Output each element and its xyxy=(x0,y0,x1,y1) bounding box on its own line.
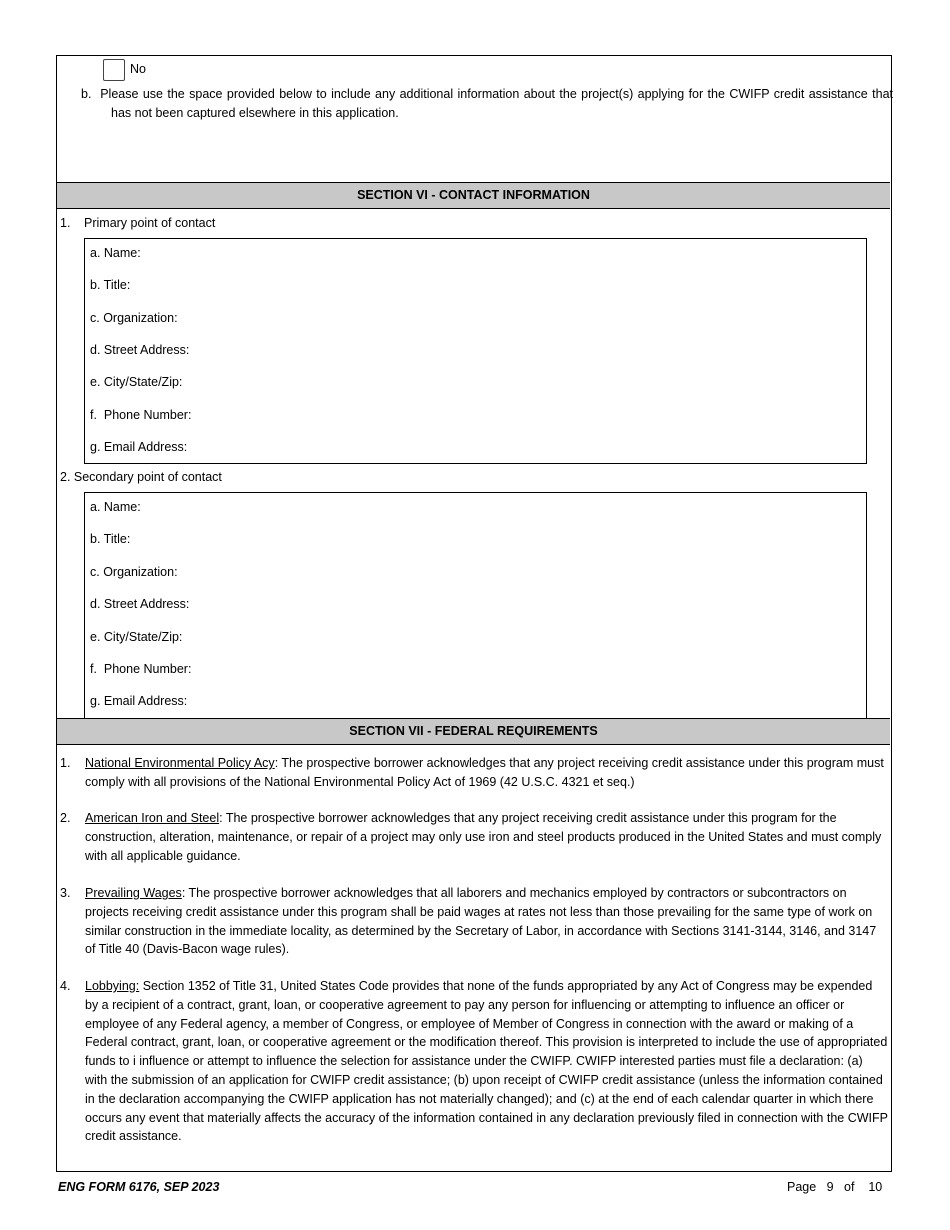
secondary-contact-box xyxy=(84,492,867,720)
section-vi-header: SECTION VI - CONTACT INFORMATION xyxy=(57,182,890,209)
primary-title-field[interactable]: b. Title: xyxy=(90,278,131,292)
primary-contact-box xyxy=(84,238,867,464)
fed-item-heading: National Environmental Policy Acy xyxy=(85,756,275,770)
primary-organization-field[interactable]: c. Organization: xyxy=(90,311,178,325)
secondary-city-field[interactable]: e. City/State/Zip: xyxy=(90,630,183,644)
fed-item-heading: Lobbying: xyxy=(85,979,140,993)
fed-item-text: Prevailing Wages: The prospective borrower acknowledges that all laborers and mechanics employed by contractors or subcontractors on projects receiving credit assistance under this program shall be paid wages at rates not less than those prevailing for the same type of work on similar construction in the immediate locality, as determined by the Secretary of Labor, in accordance with Sections 3141-3144, 3146, and 3147 of Title 40 (Davis-Bacon wage rules). xyxy=(85,886,877,957)
secondary-email-field[interactable]: g. Email Address: xyxy=(90,694,188,708)
page-number: 9 xyxy=(826,1180,834,1194)
fed-item-heading: American Iron and Steel xyxy=(85,811,220,825)
additional-info-instruction xyxy=(81,85,893,123)
fed-item-text: Lobbying: Section 1352 of Title 31, United States Code provides that none of the funds appropriated by any Act of Congress may be expended by a recipient of a contract, grant, loan, or cooperative agreement to pay any person for influencing or attempting to influence an officer or employee of any Federal agency, a member of Congress, or employee of Member of Congress in connection with the award or making of a Federal contract, grant, loan, or cooperative agreement or the modification thereof. This provision is interpreted to include the use of appropriated funds to i influence or attempt to influence the selection for assistance under the CWIFP. CWIFP interested parties must file a declaration: (a) with the submission of an application for CWIFP credit assistance; (b) upon receipt of CWIFP credit assistance (unless the information contained in the declaration accompanying the CWIFP application has not materially changed); and (c) at the end of each calendar quarter in which there occurs any event that materially affects the accuracy of the information contained in any declaration previously filed in connection with the CWIFP credit assistance. xyxy=(85,979,888,1144)
of-word: of xyxy=(844,1180,855,1194)
item-b-text: Please use the space provided below to include any additional information about the project(s) applying for the CWIFP credit assistance that has not been captured elsewhere in this application. xyxy=(100,87,893,120)
fed-item-text: National Environmental Policy Acy: The prospective borrower acknowledges that any project receiving credit assistance under this program must comply with all provisions of the National Environmental Policy Act of 1969 (42 U.S.C. 4321 et seq.) xyxy=(85,756,884,789)
primary-city-field[interactable]: e. City/State/Zip: xyxy=(90,375,183,389)
no-checkbox[interactable] xyxy=(103,59,125,81)
page-word: Page xyxy=(787,1180,817,1194)
fed-item-number: 3. xyxy=(60,886,71,900)
primary-name-field[interactable]: a. Name: xyxy=(90,246,141,260)
fed-item-text: American Iron and Steel: The prospective borrower acknowledges that any project receiving credit assistance under this program for the construction, alteration, maintenance, or repair of a project may only use iron and steel products produced in the United States and must comply with all applicable guidance. xyxy=(85,811,882,863)
fed-item-number: 4. xyxy=(60,979,71,993)
secondary-street-field[interactable]: d. Street Address: xyxy=(90,597,190,611)
primary-email-field[interactable]: g. Email Address: xyxy=(90,440,188,454)
primary-contact-number: 1. xyxy=(60,216,71,230)
form-frame xyxy=(56,55,892,1172)
secondary-title-field[interactable]: b. Title: xyxy=(90,532,131,546)
secondary-name-field[interactable]: a. Name: xyxy=(90,500,141,514)
fed-item-number: 2. xyxy=(60,811,71,825)
form-identifier: ENG FORM 6176, SEP 2023 xyxy=(58,1180,220,1194)
additional-info-textarea[interactable] xyxy=(81,128,881,180)
fed-item-heading: Prevailing Wages xyxy=(85,886,182,900)
page-total: 10 xyxy=(868,1180,883,1194)
primary-street-field[interactable]: d. Street Address: xyxy=(90,343,190,357)
secondary-phone-field[interactable]: f. Phone Number: xyxy=(90,662,192,676)
fed-item-number: 1. xyxy=(60,756,71,770)
item-b-marker: b. xyxy=(81,87,92,101)
secondary-organization-field[interactable]: c. Organization: xyxy=(90,565,178,579)
page-indicator xyxy=(787,1180,882,1194)
primary-contact-label: Primary point of contact xyxy=(84,216,216,230)
section-vii-header: SECTION VII - FEDERAL REQUIREMENTS xyxy=(57,718,890,745)
no-checkbox-label: No xyxy=(130,62,146,76)
primary-phone-field[interactable]: f. Phone Number: xyxy=(90,408,192,422)
secondary-contact-label: 2. Secondary point of contact xyxy=(60,470,222,484)
